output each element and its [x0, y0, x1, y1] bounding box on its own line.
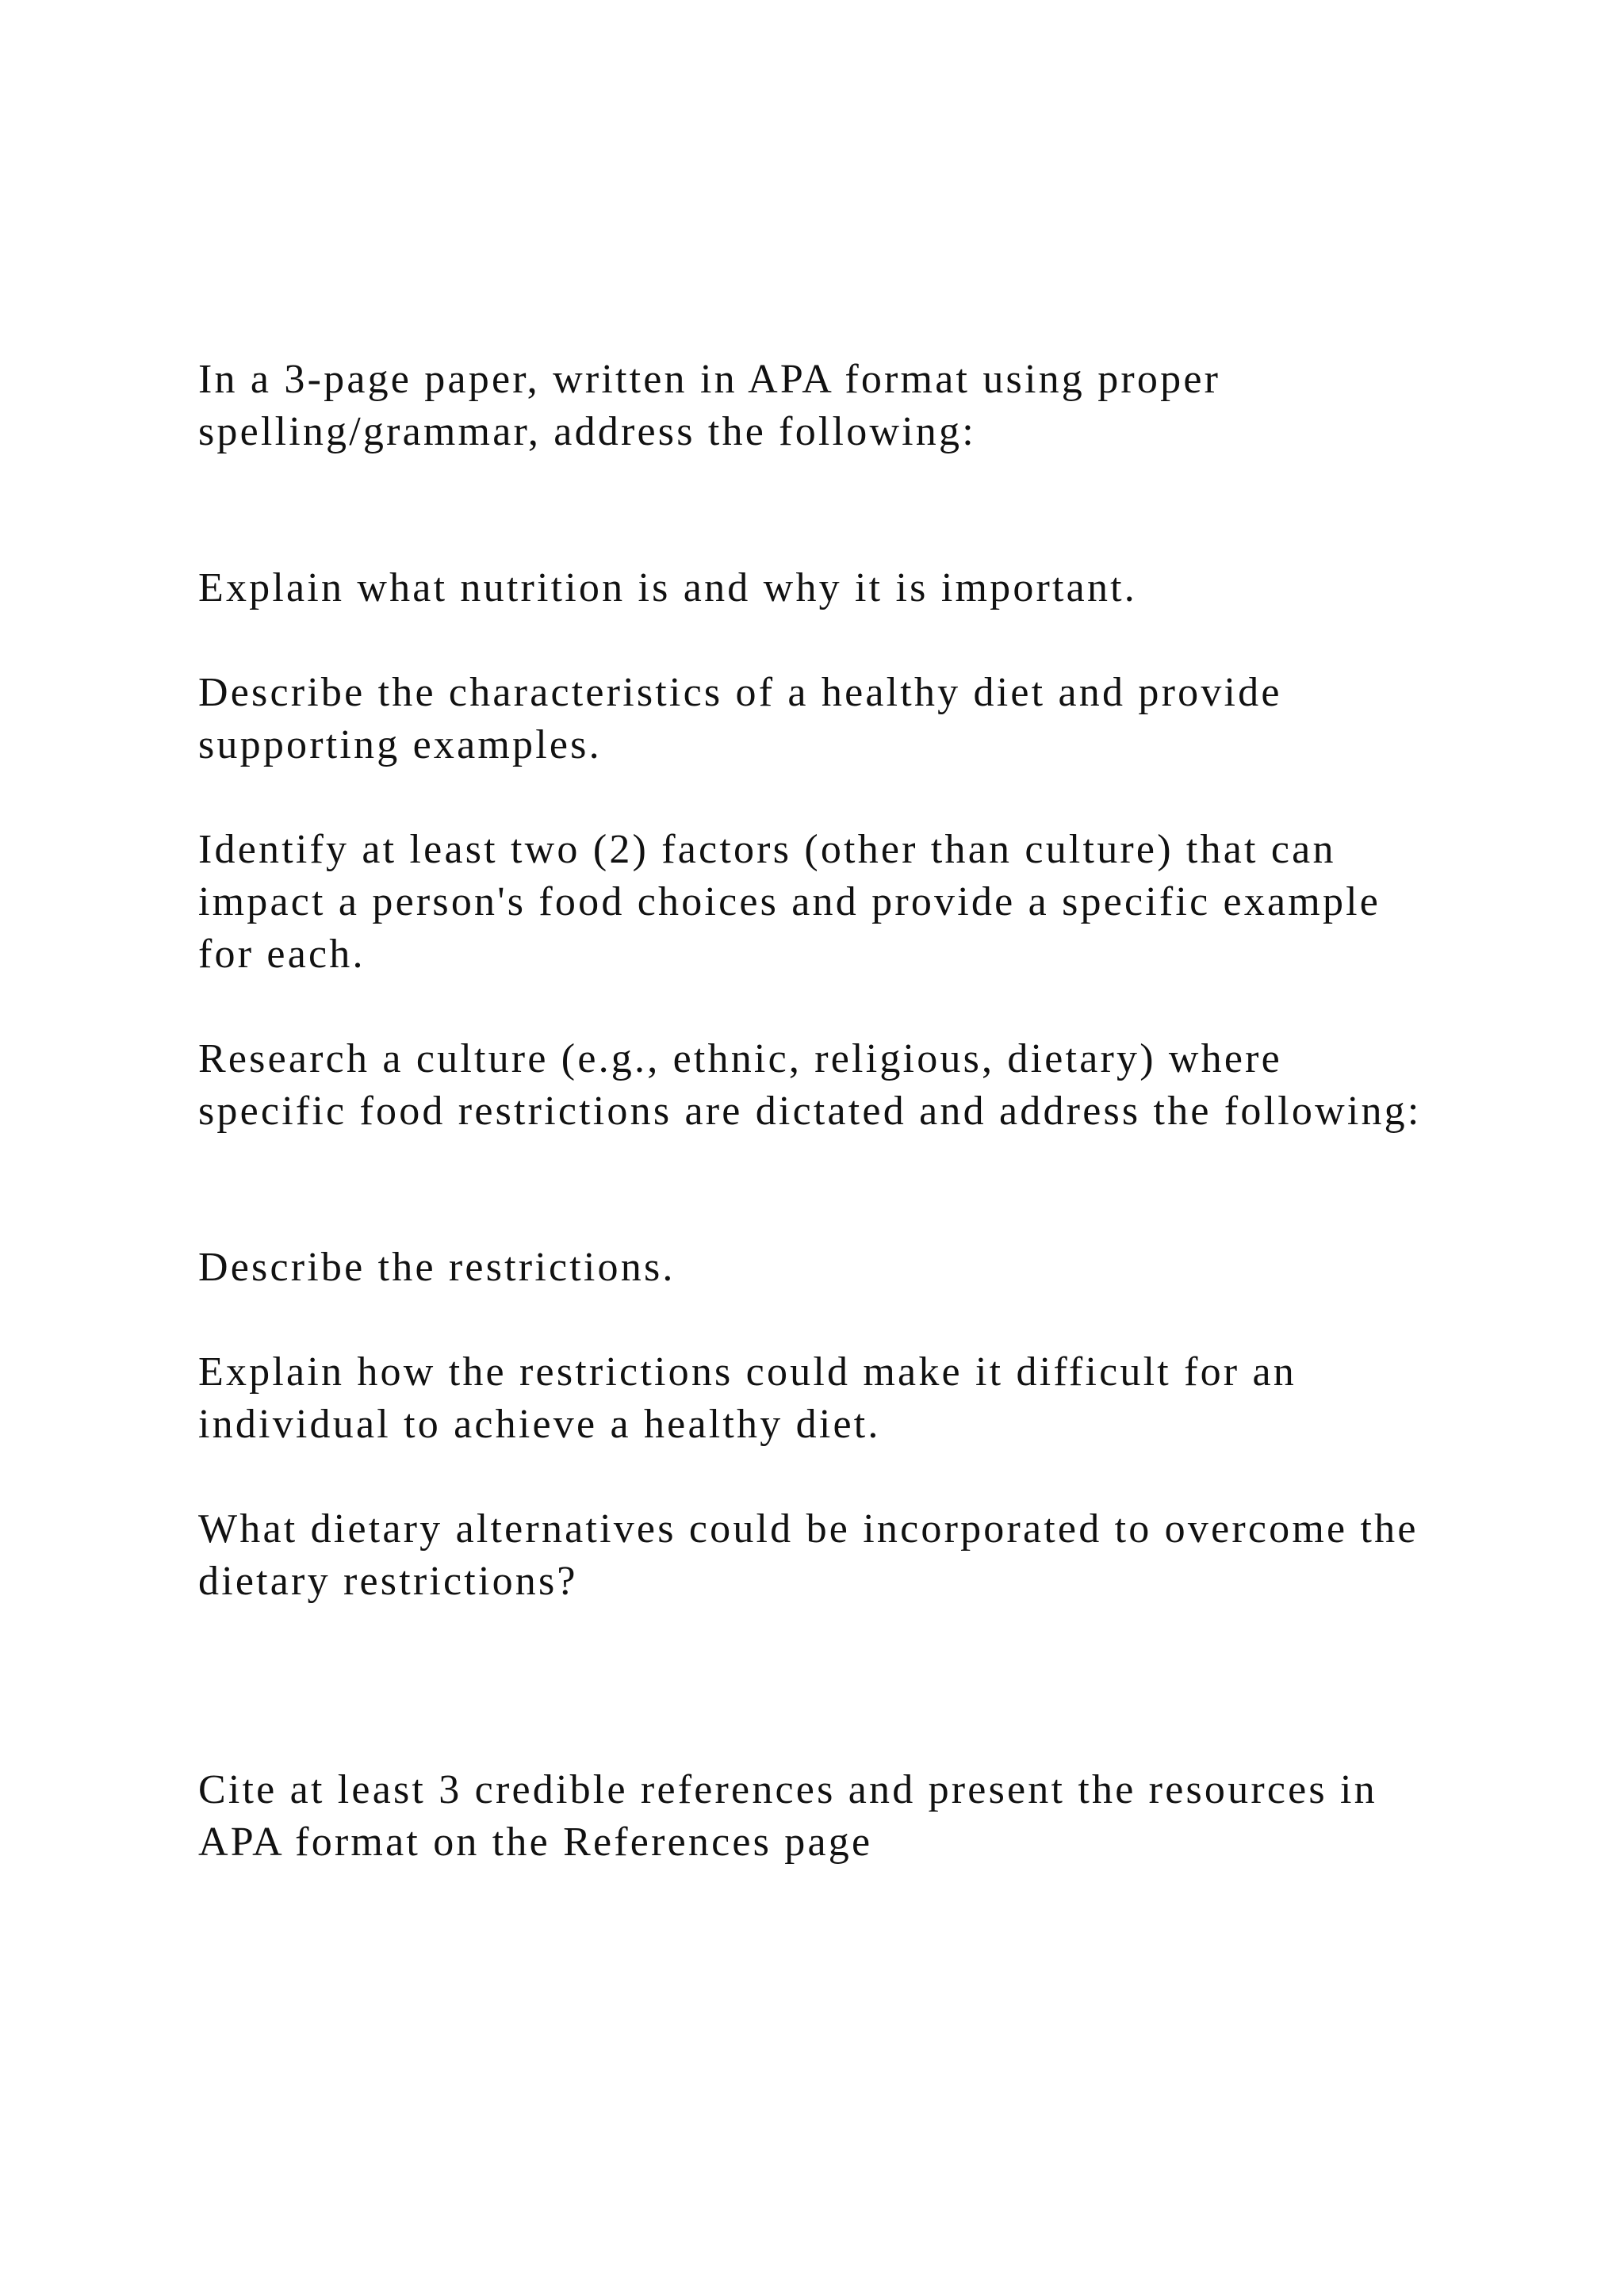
subitem-alternatives-line-2: dietary restrictions?	[198, 1559, 578, 1604]
item-factors-line-3: for each.	[198, 932, 366, 977]
intro-line-2: spelling/grammar, address the following:	[198, 409, 976, 454]
closing-line-1: Cite at least 3 credible references and present the resources in	[198, 1767, 1377, 1812]
item-culture-line-2: specific food restrictions are dictated and address the following:	[198, 1089, 1422, 1134]
subitem-difficulty-line-1: Explain how the restrictions could make it difficult for an	[198, 1349, 1297, 1395]
closing-line-2: APA format on the References page	[198, 1820, 873, 1865]
intro-line-1: In a 3-page paper, written in APA format using proper	[198, 357, 1221, 402]
subitem-restrictions-line-1: Describe the restrictions.	[198, 1245, 676, 1290]
subitem-difficulty-line-2: individual to achieve a healthy diet.	[198, 1402, 881, 1447]
item-culture-line-1: Research a culture (e.g., ethnic, religious, dietary) where	[198, 1036, 1282, 1081]
subitem-alternatives-line-1: What dietary alternatives could be incorporated to overcome the	[198, 1506, 1419, 1552]
item-factors-line-2: impact a person's food choices and provide a specific example	[198, 879, 1381, 924]
item-healthy-diet-line-1: Describe the characteristics of a healthy diet and provide	[198, 670, 1282, 715]
item-healthy-diet-line-2: supporting examples.	[198, 722, 602, 767]
item-factors-line-1: Identify at least two (2) factors (other than culture) that can	[198, 827, 1336, 872]
item-nutrition-line-1: Explain what nutrition is and why it is important.	[198, 565, 1138, 610]
